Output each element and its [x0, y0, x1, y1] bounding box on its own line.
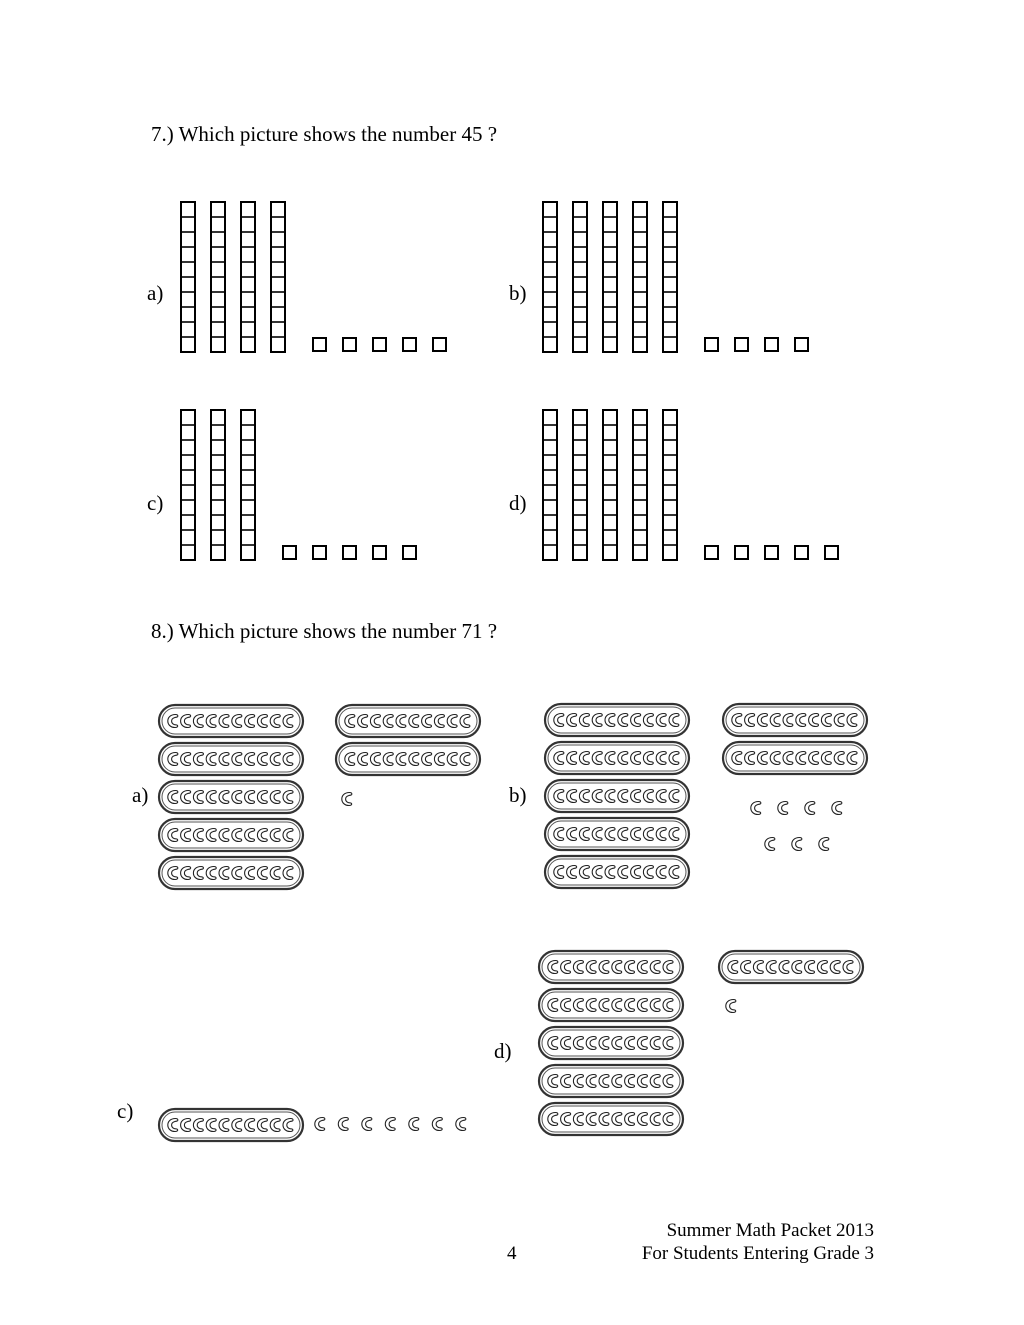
question-8-text: 8.) Which picture shows the number 71 ?	[151, 619, 498, 643]
q8-b-ten-pod	[723, 742, 867, 774]
q8-b-ten-pod	[545, 818, 689, 850]
q7-b-one-cube	[705, 338, 718, 351]
q8-b-single-bean	[778, 802, 788, 815]
q8-a-ten-pod	[336, 705, 480, 737]
q7-b-one-cube	[735, 338, 748, 351]
q7-b-ten-rod	[603, 202, 617, 352]
q8-a-ten-pod	[159, 857, 303, 889]
q7-a-ten-rod	[271, 202, 285, 352]
q8-c-single-bean	[432, 1118, 442, 1131]
q8-c-single-bean	[362, 1118, 372, 1131]
q8-d-ten-pod	[539, 951, 683, 983]
q7-a-one-cube	[403, 338, 416, 351]
q7-d-ten-rod	[543, 410, 557, 560]
q7-a-one-cube	[433, 338, 446, 351]
q8-d-single-bean	[726, 1000, 736, 1013]
q7-b-one-cube	[795, 338, 808, 351]
q7-d-ten-rod	[603, 410, 617, 560]
q7-d-one-cube	[825, 546, 838, 559]
q7-a-ten-rod	[241, 202, 255, 352]
q8-c-single-bean	[338, 1118, 348, 1131]
q8-option-a-label: a)	[132, 783, 149, 807]
q7-b-ten-rod	[633, 202, 647, 352]
q7-b-one-cube	[765, 338, 778, 351]
q8-b-single-bean	[792, 838, 802, 851]
q8-b-single-bean	[832, 802, 842, 815]
q8-b-ten-pod	[545, 856, 689, 888]
q7-c-ten-rod	[181, 410, 195, 560]
q7-c-one-cube	[373, 546, 386, 559]
q7-c-one-cube	[403, 546, 416, 559]
q7-d-one-cube	[735, 546, 748, 559]
q8-a-ten-pod	[159, 819, 303, 851]
q8-a-ten-pod	[159, 781, 303, 813]
q8-b-ten-pod	[545, 780, 689, 812]
q8-a-single-bean	[342, 793, 352, 806]
q8-d-ten-pod	[539, 1103, 683, 1135]
q7-d-ten-rod	[573, 410, 587, 560]
q7-b-ten-rod	[543, 202, 557, 352]
q7-a-one-cube	[343, 338, 356, 351]
q8-d-ten-pod	[719, 951, 863, 983]
question-7-blocks	[181, 202, 838, 560]
q7-d-one-cube	[795, 546, 808, 559]
q7-option-d-label: d)	[509, 491, 527, 515]
q7-c-ten-rod	[211, 410, 225, 560]
q8-b-ten-pod	[545, 742, 689, 774]
q7-option-b-label: b)	[509, 281, 527, 305]
q8-option-d-label: d)	[494, 1039, 512, 1063]
q7-c-one-cube	[283, 546, 296, 559]
q8-d-ten-pod	[539, 989, 683, 1021]
question-7-text: 7.) Which picture shows the number 45 ?	[151, 122, 498, 146]
q8-option-c-label: c)	[117, 1099, 134, 1123]
q8-b-ten-pod	[545, 704, 689, 736]
footer-title: Summer Math Packet 2013	[666, 1220, 874, 1241]
q8-b-ten-pod	[723, 704, 867, 736]
q8-b-single-bean	[805, 802, 815, 815]
q8-c-single-bean	[385, 1118, 395, 1131]
q7-d-one-cube	[705, 546, 718, 559]
q8-c-ten-pod	[159, 1109, 303, 1141]
q7-c-one-cube	[313, 546, 326, 559]
q7-option-c-label: c)	[147, 491, 164, 515]
q8-c-single-bean	[315, 1118, 325, 1131]
q7-option-a-label: a)	[147, 281, 164, 305]
q7-a-one-cube	[373, 338, 386, 351]
q8-c-single-bean	[409, 1118, 419, 1131]
q8-a-ten-pod	[336, 743, 480, 775]
q8-b-single-bean	[751, 802, 761, 815]
q8-d-ten-pod	[539, 1065, 683, 1097]
q7-a-one-cube	[313, 338, 326, 351]
q7-a-ten-rod	[211, 202, 225, 352]
page-number: 4	[507, 1243, 517, 1264]
q8-a-ten-pod	[159, 705, 303, 737]
question-8-beans	[159, 704, 867, 1141]
q8-b-single-bean	[765, 838, 775, 851]
q7-d-ten-rod	[663, 410, 677, 560]
q8-d-ten-pod	[539, 1027, 683, 1059]
q7-c-ten-rod	[241, 410, 255, 560]
q7-b-ten-rod	[663, 202, 677, 352]
q7-c-one-cube	[343, 546, 356, 559]
q7-b-ten-rod	[573, 202, 587, 352]
q7-d-ten-rod	[633, 410, 647, 560]
q8-b-single-bean	[819, 838, 829, 851]
q8-option-b-label: b)	[509, 783, 527, 807]
q7-d-one-cube	[765, 546, 778, 559]
q7-a-ten-rod	[181, 202, 195, 352]
q8-c-single-bean	[456, 1118, 466, 1131]
footer-subtitle: For Students Entering Grade 3	[641, 1243, 874, 1264]
q8-a-ten-pod	[159, 743, 303, 775]
